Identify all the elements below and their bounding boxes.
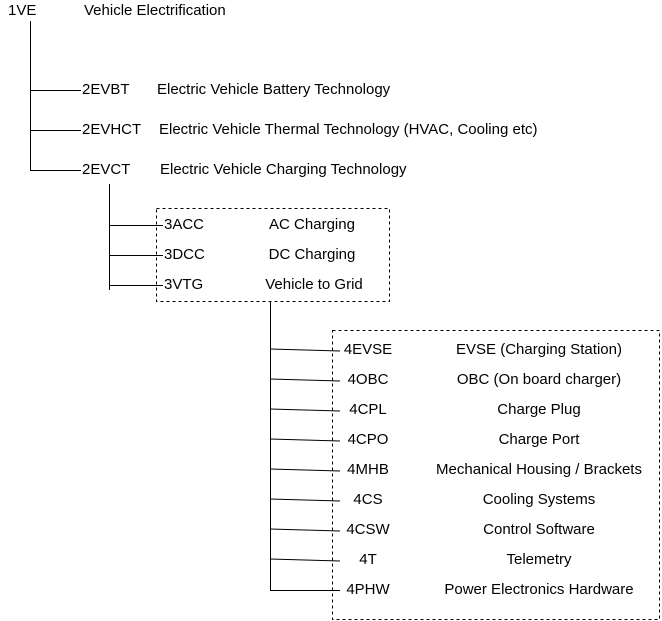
node-4evse-label: EVSE (Charging Station) xyxy=(456,341,622,358)
node-4t-label: Telemetry xyxy=(506,551,572,568)
node-4t-code: 4T xyxy=(359,551,377,568)
node-2evct-code: 2EVCT xyxy=(82,161,131,178)
node-3acc-code: 3ACC xyxy=(164,216,205,233)
root-label: Vehicle Electrification xyxy=(84,2,226,19)
node-4cpo-code: 4CPO xyxy=(347,431,389,448)
connector-4csw xyxy=(270,529,340,531)
node-4mhb-label: Mechanical Housing / Brackets xyxy=(436,461,642,478)
connector-4evse xyxy=(270,349,340,351)
node-4phw-code: 4PHW xyxy=(346,581,390,598)
node-4evse-code: 4EVSE xyxy=(343,341,393,358)
node-4phw-label: Power Electronics Hardware xyxy=(444,581,634,598)
node-4cpl-code: 4CPL xyxy=(349,401,387,418)
connector-4cpl xyxy=(270,409,340,411)
node-2evhct-label: Electric Vehicle Thermal Technology (HVAC, Cooling etc) xyxy=(159,121,538,138)
node-3vtg-label: Vehicle to Grid xyxy=(265,276,363,293)
connector-4cs xyxy=(270,499,340,501)
node-2evhct-code: 2EVHCT xyxy=(82,121,142,138)
node-2evbt-code: 2EVBT xyxy=(82,81,130,98)
node-4obc-label: OBC (On board charger) xyxy=(456,371,622,388)
node-4cpl-label: Charge Plug xyxy=(497,401,581,418)
connector-4t xyxy=(270,559,340,561)
node-4cs-label: Cooling Systems xyxy=(482,491,596,508)
connector-4mhb xyxy=(270,469,340,471)
node-3acc-label: AC Charging xyxy=(269,216,355,233)
node-4mhb-code: 4MHB xyxy=(347,461,389,478)
node-2evct-label: Electric Vehicle Charging Technology xyxy=(160,161,407,178)
node-4csw-code: 4CSW xyxy=(346,521,390,538)
node-3dcc-code: 3DCC xyxy=(164,246,205,263)
node-2evbt-label: Electric Vehicle Battery Technology xyxy=(157,81,391,98)
node-4csw-label: Control Software xyxy=(483,521,595,538)
connector-4cpo xyxy=(270,439,340,441)
node-4cpo-label: Charge Port xyxy=(498,431,580,448)
node-4obc-code: 4OBC xyxy=(347,371,389,388)
node-3dcc-label: DC Charging xyxy=(268,246,356,263)
connector-4obc xyxy=(270,379,340,381)
root-code: 1VE xyxy=(8,2,37,19)
node-3vtg-code: 3VTG xyxy=(164,276,204,293)
node-4cs-code: 4CS xyxy=(353,491,383,508)
